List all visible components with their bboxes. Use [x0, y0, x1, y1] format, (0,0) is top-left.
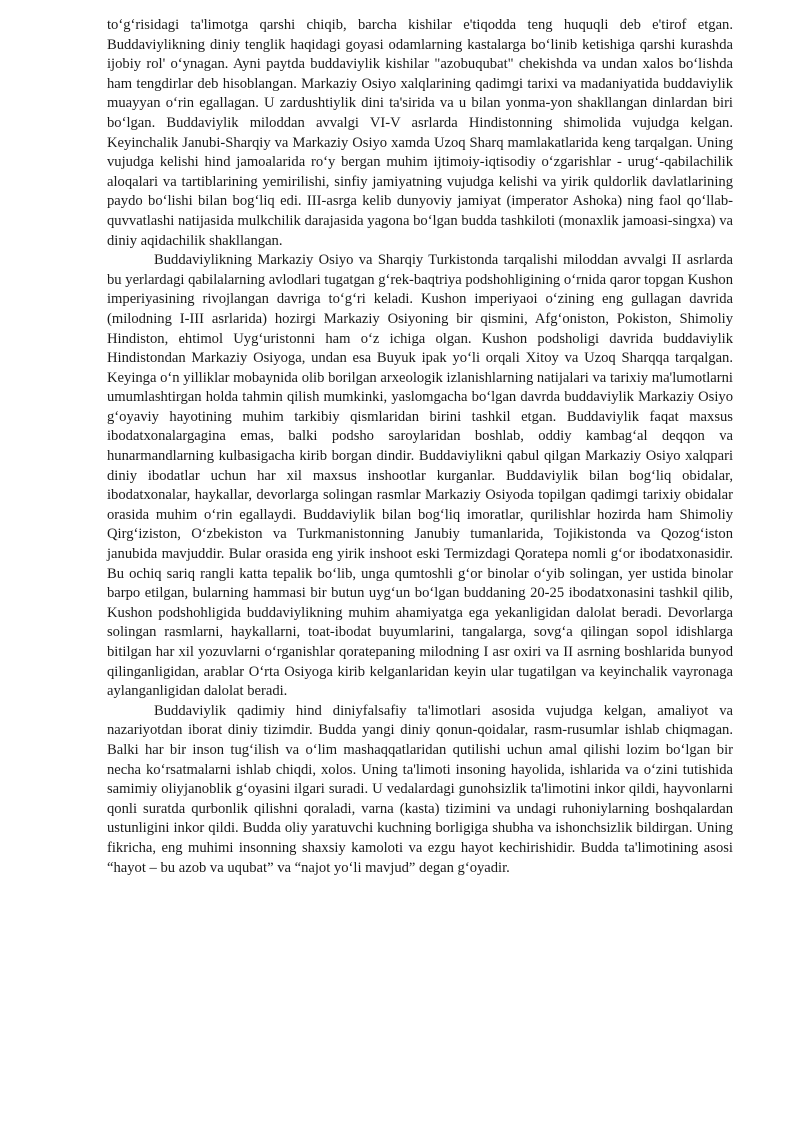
document-page	[107, 16, 733, 878]
paragraph-2: Buddaviylikning Markaziy Osiyo va Sharqiy Turkistonda tarqalishi miloddan avvalgi II asrlarda bu yerlardagi qabilalarning avlodlari tugatgan g‘rek-baqtriya podshohligining o‘rnida qaror topgan Kushon imperiyasining rivojlangan davriga to‘g‘ri keladi. Kushon imperiyaoi o‘zining eng gullagan davrida (milodning I-III asrlarida) hozirgi Markaziy Osiyoning bir qismini, Afg‘oniston, Pokiston, Shimoliy Hindiston, ehtimol Uyg‘uristonni ham o‘z ichiga olgan. Kushon podsholigi davrida buddaviylik Hindistondan Markaziy Osiyoga, undan esa Buyuk ipak yo‘li orqali Xitoy va Uzoq Sharqqa tarqalgan. Keyinga o‘n yilliklar mobaynida olib borilgan arxeologik izlanishlarning natijalari va tarixiy ma'lumotlarni umumlashtirgan holda tahmin qilish mumkinki, yaslomgacha bo‘lgan davrda buddaviylik Markaziy Osiyo g‘oyaviy hayotining muhim tarkibiy qismlaridan birini tashkil etgan. Buddaviylik faqat maxsus ibodatxonalargagina emas, balki podsho saroylaridan boshlab, oddiy kambag‘al deqqon va hunarmandlarning kulbasigacha kirib borgan dindir. Buddaviylikni qabul qilgan Markaziy Osiyo xalqpari diniy ibodatlar uchun har xil maxsus inshootlar kurganlar. Buddaviylik bilan bog‘liq obidalar, ibodatxonalar, haykallar, devorlarga solingan rasmlar Markaziy Osiyoda topilgan qadimgi tarixiy obidalar orasida muhim o‘rin egallaydi. Buddaviylik bilan bog‘liq imoratlar, qurilishlar hozirda ham Shimoliy Qirg‘iziston, O‘zbekiston va Turkmanistonning Janubiy tumanlarida, Tojikistonda va Qozog‘iston janubida mavjuddir. Bular orasida eng yirik inshoot eski Termizdagi Qoratepa nomli g‘or ibodatxonasidir. Bu ochiq sariq rangli katta tepalik bo‘lib, unga qumtoshli g‘or binolar o‘yib solingan, yer ustida binolar barpo etilgan, bularning hammasi bir butun uyg‘un bo‘lgan buddaning 20-25 ibodatxonasini tashkil qilib, Kushon podshohligida buddaviylikning muhim ahamiyatga ega yekanligidan dalolat beradi. Devorlarga solingan rasmlarni, haykallarni, toat-ibodat buyumlarini, tangalarga, sovg‘a qilingan sopol idishlarga bitilgan har xil yozuvlarni o‘rganishlar qoratepaning milodning I asr oxiri va II asrning boshlarida bunyod qilinganligidan, arablar O‘rta Osiyoga kirib kelganlaridan keyin ular tugatilgan va keyinchalik vayronaga aylanganligidan dalolat beradi.	[107, 252, 733, 700]
paragraph-1: to‘g‘risidagi ta'limotga qarshi chiqib, barcha kishilar e'tiqodda teng huquqli deb e'tirof etgan. Buddaviylikning diniy tenglik haqidagi goyasi odamlarning kastalarga bo‘linib ketishiga qarshi kurashda ijobiy rol' o‘ynagan. Ayni paytda buddaviylik kishilar "azobuqubat" chekishda va undan xalos bo‘lishda ham tengdirlar deb hisoblangan. Markaziy Osiyo xalqlarining qadimgi tarixi va madaniyatida buddaviylik muayyan o‘rin egallagan. U zardushtiylik dini ta'sirida va u bilan yonma-yon shakllangan dinlardan biri bo‘lgan. Buddaviylik miloddan avvalgi VI-V asrlarda Hindistonning shimolida vujudga kelgan. Keyinchalik Janubi-Sharqiy va Markaziy Osiyo xamda Uzoq Sharq mamlakatlarida keng tarqalgan. Uning vujudga kelishi hind jamoalarida ro‘y bergan muhim ijtimoiy-iqtisodiy o‘zgarishlar - urug‘-qabilachilik aloqalari va tartiblarining yemirilishi, sinfiy jamiyatning vujudga kelishi va yirik quldorlik davlatlarining paydo bo‘lishi bilan bog‘liq edi. III-asrga kelib dunyoviy jamiyat (imperator Ashoka) ning faol qo‘llab-quvvatlashi natijasida mulkchilik darajasida yagona bo‘lgan budda tashkiloti (monaxlik jamoasi-singxa) va diniy aqidachilik shakllangan.	[107, 17, 733, 249]
paragraph-3: Buddaviylik qadimiy hind diniyfalsafiy ta'limotlari asosida vujudga kelgan, amaliyot va nazariyotdan iborat diniy tizimdir. Budda yangi diniy qonun-qoidalar, rasm-rusumlar ishlab chiqmagan. Balki har bir inson tug‘ilish va o‘lim mashaqqatlaridan qutilishi uchun amal qilishi lozim bo‘lgan bir necha ko‘rsatmalarni ishlab chiqdi, xolos. Uning ta'limoti insoning hayolida, ishlarida va o‘zini tutishida samimiy oliyjanoblik g‘oyasini ilgari suradi. U vedalardagi gunohsizlik ta'limotini inkor qildi, hayvonlarni qonli suratda qurbonlik qilishni qoraladi, varna (kasta) tizimini va undagi ruhoniylarning boshqalardan ustunligini inkor qildi. Budda oliy yaratuvchi kuchning borligiga shubha va ishonchsizlik bildirgan. Uning fikricha, eng muhimi insonning shaxsiy kamoloti va ezgu hayot kechirishidir. Budda ta'limotining asosi “hayot – bu azob va uqubat” va “najot yo‘li mavjud” degan g‘oyadir.	[107, 702, 733, 876]
